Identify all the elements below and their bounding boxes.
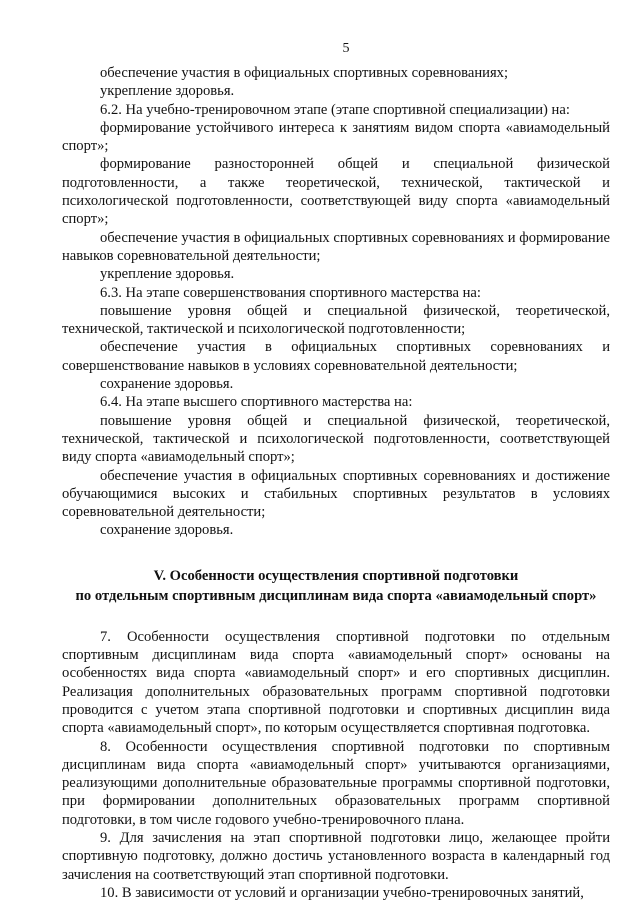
paragraph: повышение уровня общей и специальной физической, теоретической, технической, тактической и психологической подготовленности, соответствующей виду спорта «авиамодельный спорт»;	[62, 412, 610, 466]
goals-list	[62, 64, 610, 540]
paragraph: сохранение здоровья.	[100, 522, 234, 539]
subsection-6-4: 6.4. На этапе высшего спортивного мастерства на:	[100, 394, 413, 411]
paragraph: формирование устойчивого интереса к занятиям видом спорта «авиамодельный спорт»;	[62, 119, 610, 155]
paragraph: обеспечение участия в официальных спортивных соревнованиях;	[100, 65, 509, 81]
section-heading	[62, 566, 610, 606]
page-number: 5	[342, 41, 350, 56]
paragraph-10: 10. В зависимости от условий и организации учебно-тренировочных занятий,	[100, 884, 584, 901]
section-body	[62, 628, 610, 902]
subsection-6-2: 6.2. На учебно-тренировочном этапе (этапе спортивной специализации) на:	[100, 101, 570, 118]
paragraph: обеспечение участия в официальных спортивных соревнованиях и достижение обучающимися высоких и стабильных спортивных результатов в условиях соревновательной деятельности;	[62, 467, 610, 521]
paragraph: обеспечение участия в официальных спортивных соревнованиях и совершенствование навыков в условиях соревновательной деятельности;	[62, 339, 610, 374]
section-heading-line: по отдельным спортивным дисциплинам вида спорта «авиамодельный спорт»	[75, 587, 597, 604]
paragraph-7: 7. Особенности осуществления спортивной подготовки по отдельным спортивным дисциплинам вида спорта «авиамодельный спорт» основаны на особенностях вида спорта «авиамодельный спорт» и его спортивных дисциплин. Реализация дополнительных образовательных программ спортивной подготовки проводится с учетом этапа спортивной подготовки и спортивных дисциплин вида спорта «авиамодельный спорт», по которым осуществляется спортивная подготовка.	[62, 628, 610, 737]
paragraph: повышение уровня общей и специальной физической, теоретической, технической, тактической и психологической подготовленности;	[62, 302, 610, 338]
subsection-6-3: 6.3. На этапе совершенствования спортивного мастерства на:	[100, 284, 481, 301]
section-heading-line: V. Особенности осуществления спортивной подготовки	[153, 567, 519, 584]
paragraph: формирование разносторонней общей и специальной физической подготовленности, а также теоретической, технической, тактической и психологической подготовленности, соответствующей виду спорта «авиамодельный спорт»;	[62, 156, 610, 228]
paragraph: сохранение здоровья.	[100, 376, 234, 393]
paragraph: укрепление здоровья.	[100, 83, 235, 100]
paragraph-8: 8. Особенности осуществления спортивной подготовки по спортивным дисциплинам вида спорта «авиамодельный спорт» учитываются организациями, реализующими дополнительные образовательные программы спортивной подготовки, при формировании дополнительных образовательных программ спортивной подготовки, в том числе годового учебно-тренировочного плана.	[62, 738, 610, 828]
paragraph: укрепление здоровья.	[100, 266, 235, 283]
paragraph: обеспечение участия в официальных спортивных соревнованиях и формирование навыков соревновательной деятельности;	[62, 229, 610, 264]
paragraph-9: 9. Для зачисления на этап спортивной подготовки лицо, желающее пройти спортивную подготовку, должно достичь установленного возраста в календарный год зачисления на соответствующий этап спортивной подготовки.	[62, 829, 610, 883]
